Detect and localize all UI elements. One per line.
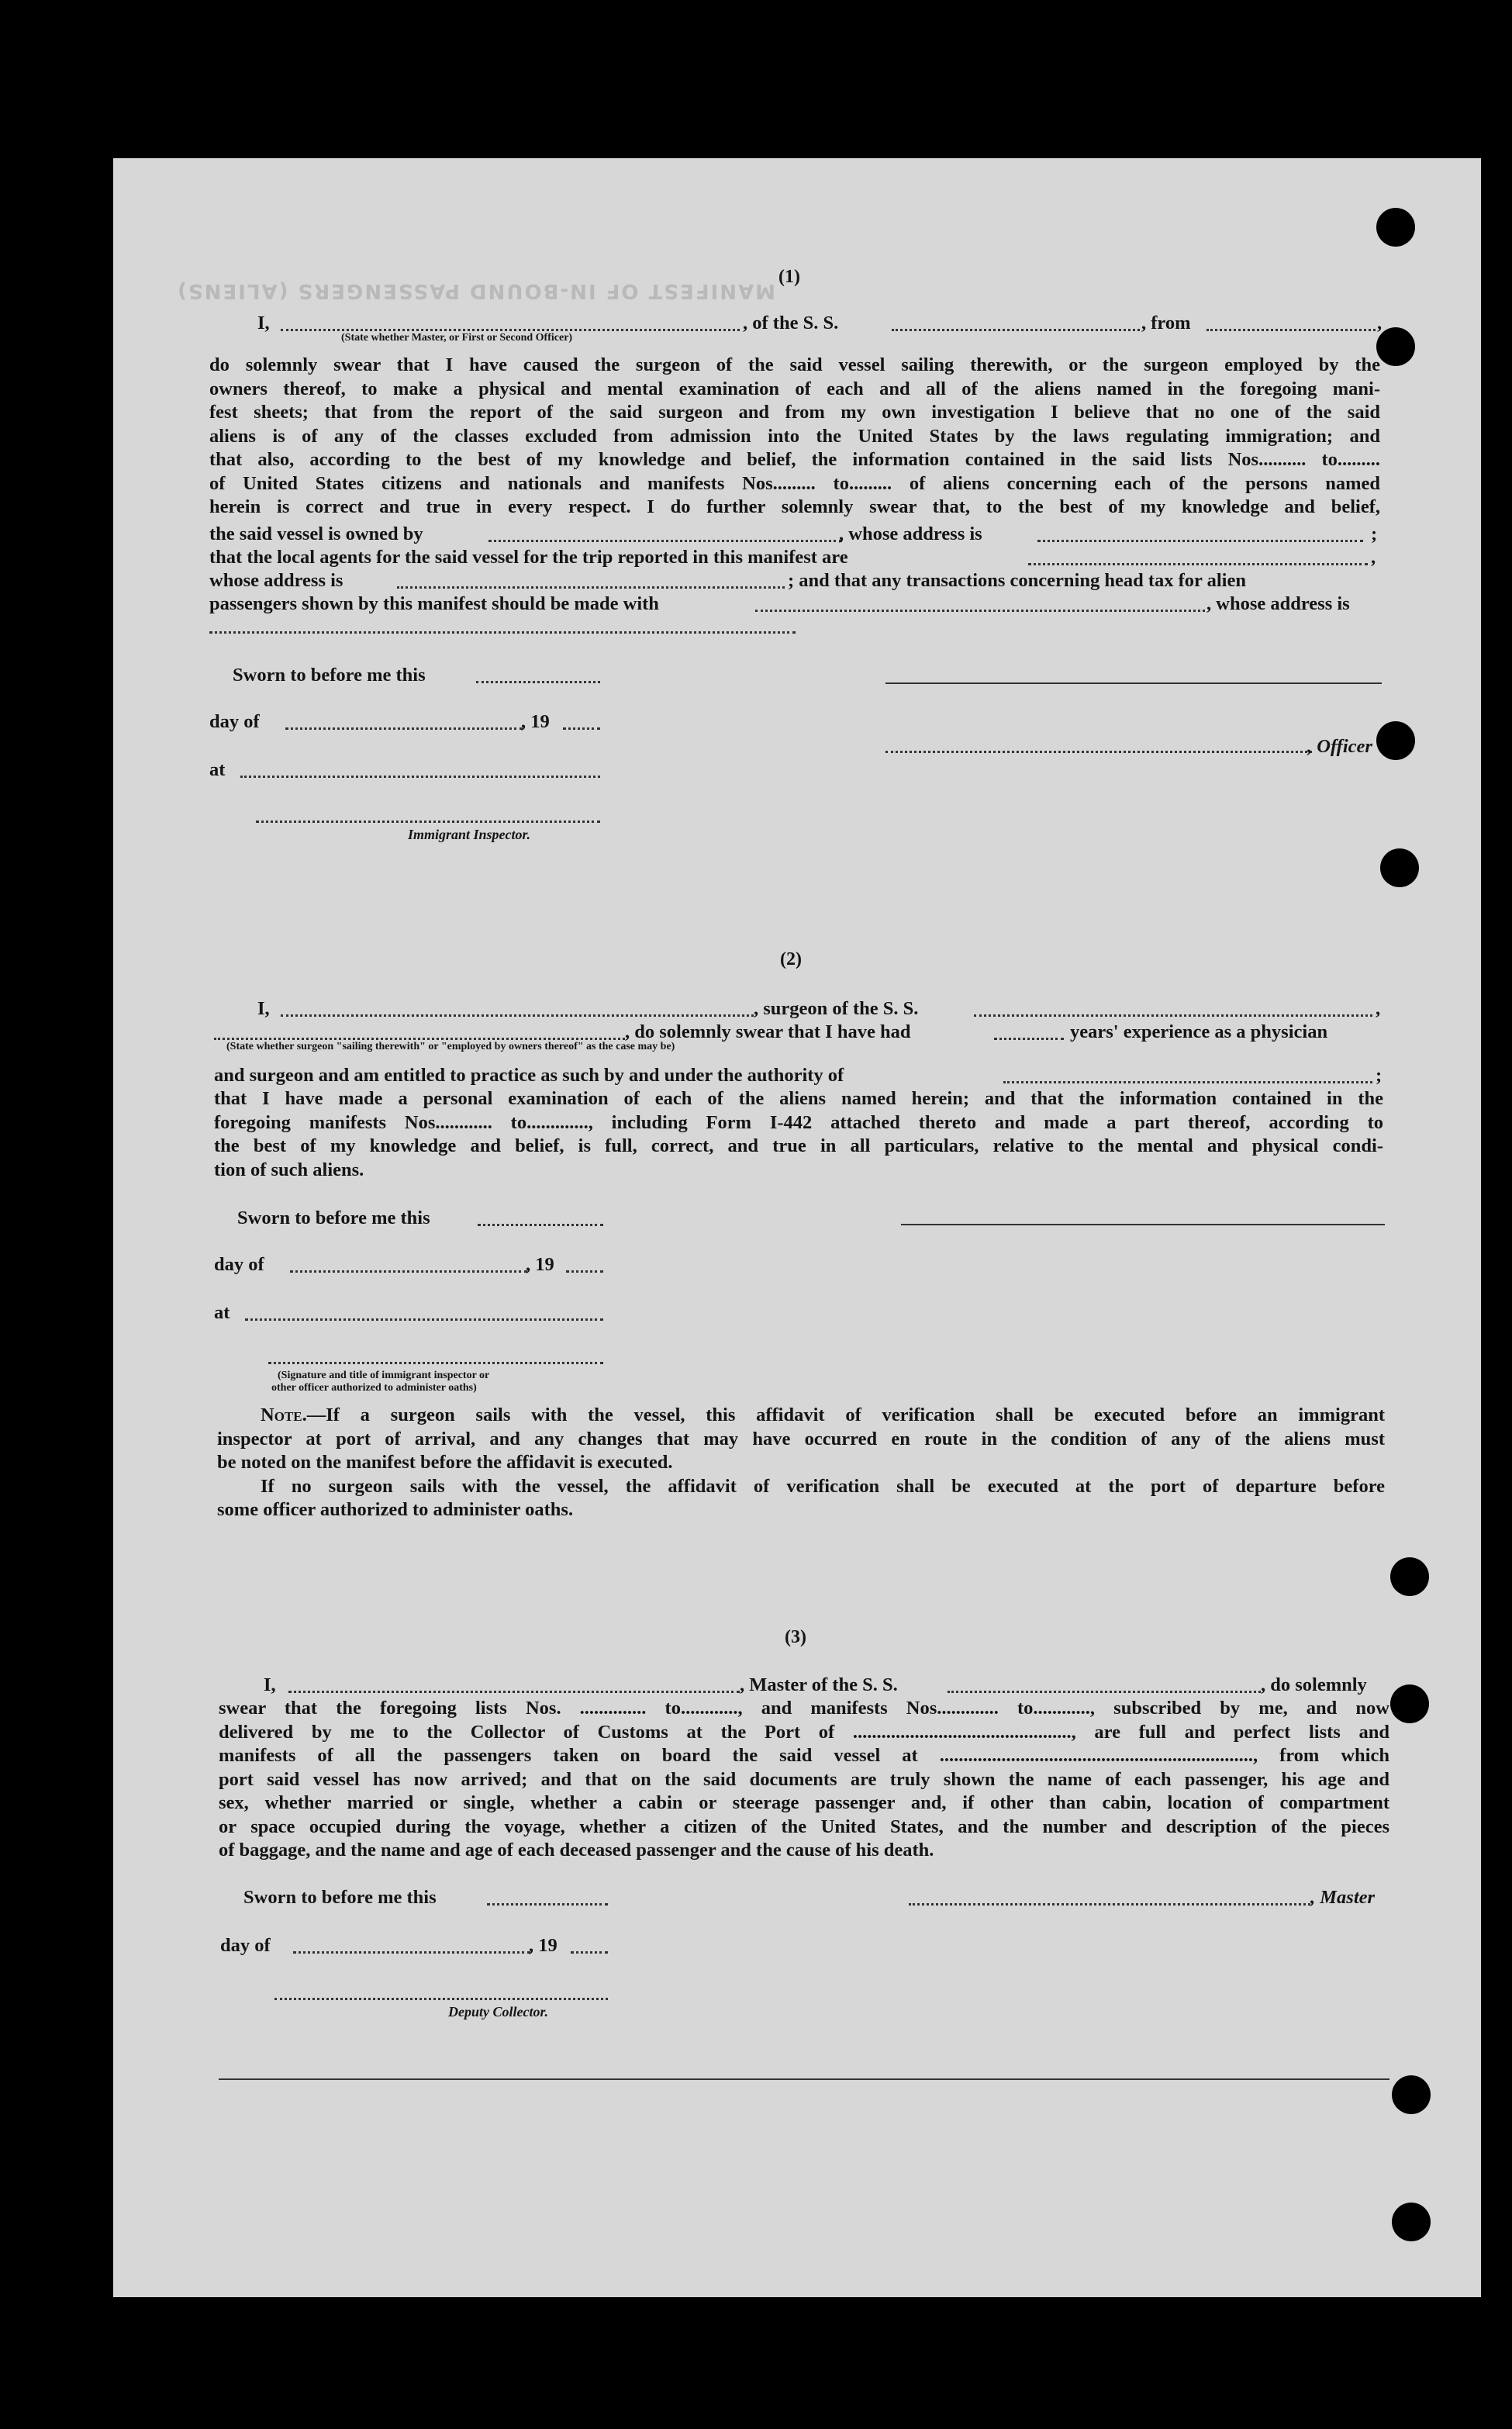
authority-label: and surgeon and am entitled to practice as such by and under the authority of bbox=[214, 1065, 844, 1086]
affidavit1-line: do solemnly swear that I have caused the surgeon of the said vessel sailing therewith, or the surgeon employed by the bbox=[209, 354, 1380, 375]
at-field-1 bbox=[240, 776, 600, 778]
at-field-2 bbox=[245, 1318, 603, 1321]
officer-signature-line bbox=[885, 682, 1382, 684]
owner-address-end: ; bbox=[1371, 523, 1378, 544]
at-label-2: at bbox=[214, 1302, 230, 1323]
master-label: , Master bbox=[1310, 1887, 1376, 1908]
note-line: inspector at port of arrival, and any changes that may have occurred en route in the condition of any of the aliens must bbox=[217, 1428, 1385, 1449]
punch-hole bbox=[1390, 1684, 1429, 1723]
sworn-label-1: Sworn to before me this bbox=[233, 665, 426, 686]
head-tax-address-label: , whose address is bbox=[1206, 593, 1350, 614]
punch-hole bbox=[1376, 327, 1415, 366]
day-of-label-3: day of bbox=[220, 1935, 271, 1956]
owner-address-label: , whose address is bbox=[839, 523, 982, 544]
owned-by-label: the said vessel is owned by bbox=[209, 523, 423, 544]
note-line: be noted on the manifest before the affidavit is executed. bbox=[217, 1452, 673, 1473]
at-label-1: at bbox=[209, 759, 226, 780]
affidavit1-line: aliens is of any of the classes excluded from admission into the United States by the laws regulating immigration; and bbox=[209, 425, 1380, 447]
officer-note: (State whether Master, or First or Second Officer) bbox=[341, 332, 573, 344]
section-heading-2: (2) bbox=[780, 949, 802, 969]
day-of-label-1: day of bbox=[209, 711, 260, 732]
affidavit3-line: or space occupied during the voyage, whether a citizen of the United States, and the number and description of the pieces bbox=[219, 1816, 1389, 1837]
deputy-signature-field bbox=[274, 1998, 608, 2000]
surgeon-note: (State whether surgeon "sailing therewith" or "employed by owners thereof" as the case may be) bbox=[226, 1041, 675, 1052]
ship-name-field bbox=[892, 329, 1140, 331]
officer-name-field bbox=[281, 329, 740, 331]
affidavit1-line: fest sheets; that from the report of the said surgeon and from my own investigation I believe that no one of the said bbox=[209, 402, 1380, 423]
officer-label: , Officer bbox=[1307, 736, 1372, 757]
master-i: I, bbox=[264, 1674, 276, 1695]
owner-address-field bbox=[1037, 540, 1363, 542]
of-ss-label: , of the S. S. bbox=[743, 313, 839, 333]
affidavit2-body bbox=[214, 1087, 1383, 1182]
local-agents-field bbox=[1028, 563, 1368, 565]
years-field bbox=[994, 1038, 1064, 1040]
affidavit1-line: herein is correct and true in every respect. I do further solemnly swear that, to the best of my knowledge and belief, bbox=[209, 496, 1380, 517]
affidavit3-line: manifests of all the passengers taken on board the said vessel at .................................................................., from which bbox=[219, 1745, 1389, 1766]
year-field-1 bbox=[563, 727, 600, 730]
master-of-label: , Master of the S. S. bbox=[740, 1674, 898, 1695]
note-line: —If a surgeon sails with the vessel, this affidavit of verification shall be executed before an immigrant bbox=[306, 1405, 1385, 1425]
surgeon-status-field bbox=[214, 1038, 625, 1040]
surgeon-i: I, bbox=[257, 998, 270, 1019]
sworn-date-field-1 bbox=[476, 681, 600, 683]
year-label-2: , 19 bbox=[526, 1254, 554, 1275]
from-port-field bbox=[1206, 329, 1376, 331]
sworn-date-field-2 bbox=[478, 1224, 603, 1226]
surgeon-of-label: , surgeon of the S. S. bbox=[754, 998, 919, 1019]
year-field-2 bbox=[566, 1270, 603, 1273]
section-heading-1: (1) bbox=[778, 267, 800, 287]
sig-note-1: (Signature and title of immigrant inspector or bbox=[278, 1370, 490, 1381]
punch-hole bbox=[1376, 721, 1415, 760]
authority-field bbox=[1003, 1081, 1372, 1083]
inspector-label: Immigrant Inspector. bbox=[408, 827, 531, 842]
master-signature-field bbox=[909, 1903, 1310, 1906]
affidavit3-line: delivered by me to the Collector of Customs at the Port of .............................................., are full and perfect lists and bbox=[219, 1721, 1389, 1743]
master-ship-field bbox=[948, 1691, 1261, 1693]
affidavit2-line: that I have made a personal examination of each of the aliens named herein; and that the information contained in the bbox=[214, 1088, 1383, 1109]
head-tax-address-field bbox=[209, 631, 796, 634]
line1-end: , bbox=[1377, 313, 1383, 333]
head-tax-text: ; and that any transactions concerning head tax for alien bbox=[788, 570, 1246, 591]
year-label-1: , 19 bbox=[521, 711, 550, 732]
local-agents-label: that the local agents for the said vessel for the trip reported in this manifest are bbox=[209, 547, 848, 568]
deputy-label: Deputy Collector. bbox=[448, 2004, 548, 2020]
punch-hole bbox=[1390, 1557, 1429, 1596]
affidavit1-body bbox=[209, 354, 1380, 520]
passengers-shown-text: passengers shown by this manifest should be made with bbox=[209, 593, 659, 614]
affidavit2-line: foregoing manifests Nos............ to............., including Form I-442 attached thereto and made a part thereof, according to bbox=[214, 1111, 1383, 1133]
officer-i: I, bbox=[257, 313, 270, 333]
affidavit2-line: tion of such aliens. bbox=[214, 1159, 364, 1180]
affidavit3-line: port said vessel has now arrived; and that on the said documents are truly shown the name of each passenger, his age and bbox=[219, 1768, 1389, 1790]
section-heading-3: (3) bbox=[785, 1627, 806, 1647]
bleed-through-text: MANIFEST OF IN-BOUND PASSENGERS (ALIENS) bbox=[176, 279, 775, 302]
inspector-signature-field-2 bbox=[268, 1362, 603, 1364]
agents-address-label: whose address is bbox=[209, 570, 343, 591]
officer-signature-field bbox=[885, 751, 1312, 753]
sworn-date-field-3 bbox=[487, 1903, 608, 1906]
owner-field bbox=[488, 540, 842, 542]
affidavit1-line: owners thereof, to make a physical and mental examination of each and all of the aliens named in the foregoing mani- bbox=[209, 378, 1380, 399]
affidavit3-body bbox=[219, 1697, 1389, 1863]
affidavit2-line: the best of my knowledge and belief, is full, correct, and true in all particulars, relative to the mental and physical condi- bbox=[214, 1135, 1383, 1156]
bottom-rule bbox=[219, 2078, 1389, 2080]
affidavit3-line: sex, whether married or single, whether a cabin or steerage passenger and, if other than cabin, location of compartment bbox=[219, 1792, 1389, 1813]
affidavit1-line: of United States citizens and nationals and manifests Nos......... to......... of aliens concerning each of the persons named bbox=[209, 472, 1380, 494]
punch-hole bbox=[1376, 208, 1415, 247]
local-agents-end: , bbox=[1371, 547, 1376, 568]
years-experience: years' experience as a physician bbox=[1070, 1021, 1328, 1042]
master-do-solemnly: , do solemnly bbox=[1261, 1674, 1367, 1695]
note-first-line bbox=[217, 1404, 1385, 1428]
day-field-1 bbox=[285, 727, 523, 730]
surgeon-line-end: , bbox=[1376, 998, 1381, 1019]
affidavit1-line: that also, according to the best of my knowledge and belief, the information contained in the said lists Nos.......... to......... bbox=[209, 449, 1380, 470]
from-label: , from bbox=[1141, 313, 1191, 333]
surgeon-ship-field bbox=[974, 1014, 1372, 1017]
note2-line: some officer authorized to administer oaths. bbox=[217, 1499, 574, 1520]
do-solemnly-2: , do solemnly swear that I have had bbox=[625, 1021, 911, 1042]
authority-end: ; bbox=[1376, 1065, 1383, 1086]
affidavit3-line: swear that the foregoing lists Nos. .............. to............, and manifests Nos............. to............, subscribed by me, and now bbox=[219, 1698, 1389, 1719]
surgeon-signature-line bbox=[901, 1224, 1385, 1225]
year-field-3 bbox=[571, 1951, 608, 1954]
punch-hole bbox=[1392, 2075, 1431, 2114]
punch-hole bbox=[1380, 848, 1419, 887]
punch-hole bbox=[1392, 2203, 1431, 2241]
head-tax-agent-field bbox=[755, 610, 1205, 612]
day-field-3 bbox=[293, 1951, 530, 1954]
year-label-3: , 19 bbox=[529, 1935, 558, 1956]
inspector-signature-field bbox=[256, 821, 600, 823]
note-paragraph bbox=[217, 1404, 1385, 1522]
sig-note-2: other officer authorized to administer oaths) bbox=[271, 1382, 477, 1394]
note-label: Note. bbox=[261, 1405, 307, 1425]
sworn-label-3: Sworn to before me this bbox=[243, 1887, 437, 1908]
affidavit3-line: of baggage, and the name and age of each deceased passenger and the cause of his death. bbox=[219, 1840, 934, 1861]
day-of-label-2: day of bbox=[214, 1254, 264, 1275]
sworn-label-2: Sworn to before me this bbox=[237, 1208, 430, 1228]
note2-line: If no surgeon sails with the vessel, the affidavit of verification shall be executed at the port of departure before bbox=[261, 1475, 1385, 1497]
day-field-2 bbox=[290, 1270, 527, 1273]
master-name-field bbox=[288, 1691, 740, 1693]
surgeon-name-field bbox=[281, 1014, 754, 1017]
agents-address-field bbox=[397, 586, 785, 589]
